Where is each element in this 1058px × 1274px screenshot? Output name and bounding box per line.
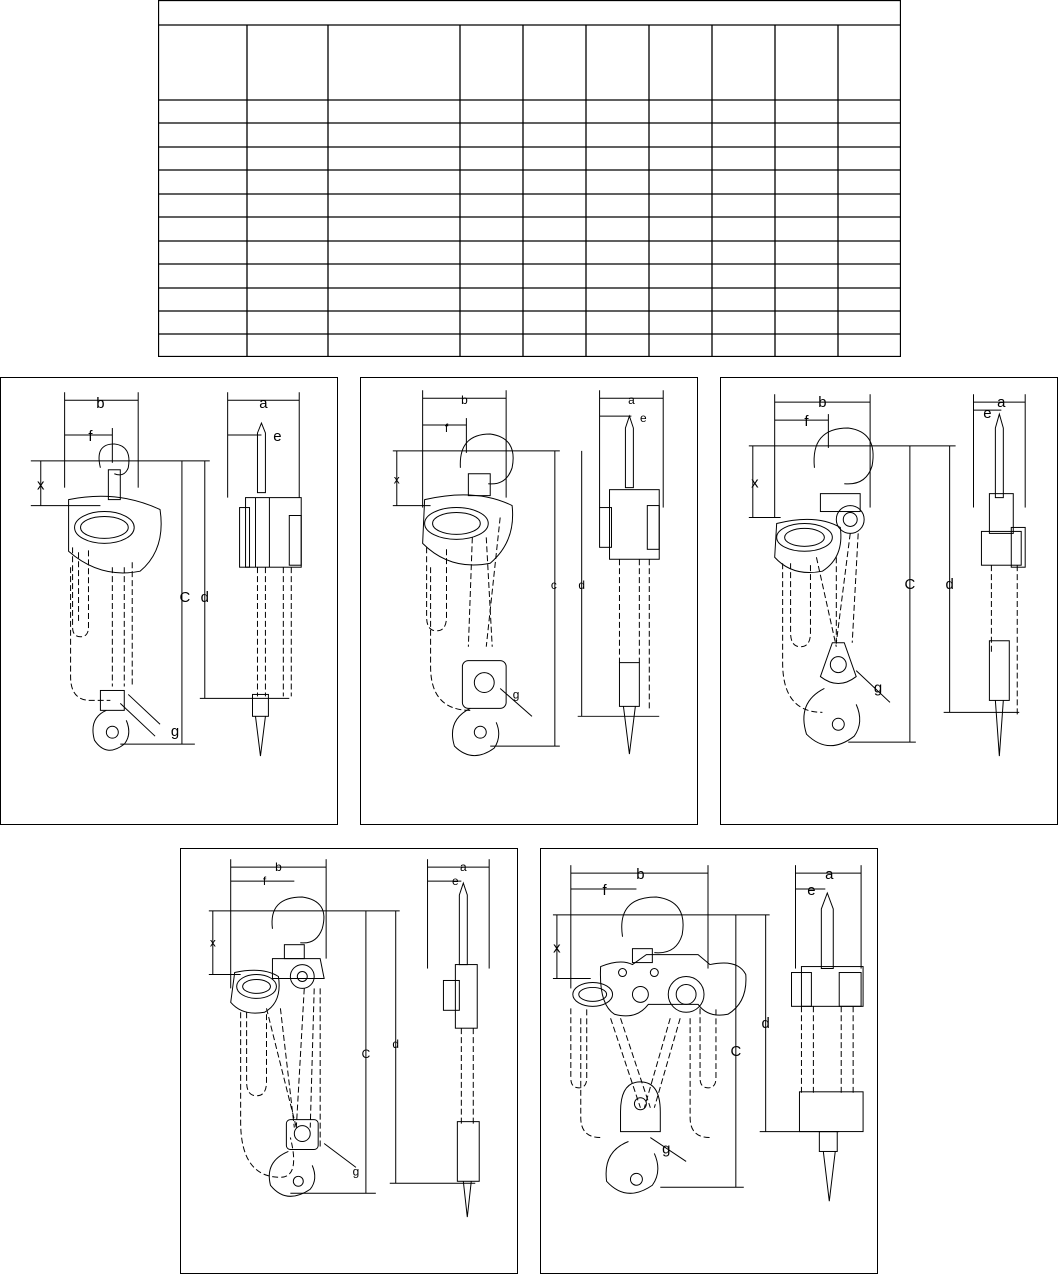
dim-label-g: g (170, 724, 180, 741)
table-grid (158, 0, 901, 357)
dim-label-c: C (179, 589, 191, 606)
dim-label-c: C (730, 1044, 742, 1061)
dim-label-b: b (96, 396, 105, 413)
dim-label-a: a (460, 860, 467, 875)
dim-label-f: f (88, 428, 93, 445)
dim-label-e: e (452, 874, 459, 889)
hoist-drawing-1 (1, 378, 337, 824)
dim-label-a: a (259, 396, 268, 413)
dim-label-d: d (578, 578, 585, 593)
dim-label-c: C (904, 577, 916, 594)
dim-label-e: e (273, 428, 282, 445)
hoist-diagram-4 (180, 848, 518, 1274)
dim-label-d: d (392, 1037, 400, 1052)
dim-label-d: d (945, 577, 954, 594)
dim-label-e: e (807, 882, 816, 899)
dim-label-b: b (636, 867, 645, 884)
dim-label-f: f (262, 874, 267, 889)
dim-label-d: d (761, 1016, 770, 1033)
dim-label-c: c (550, 578, 557, 593)
hoist-drawing-5 (541, 849, 877, 1273)
dim-label-e: e (983, 406, 992, 423)
dim-label-x: x (37, 477, 45, 494)
hoist-drawing-3 (721, 378, 1057, 824)
dim-label-x: x (393, 472, 400, 487)
dim-label-f: f (602, 882, 607, 899)
dim-label-a: a (997, 395, 1006, 412)
dim-label-g: g (873, 680, 883, 697)
hoist-drawing-2 (361, 378, 697, 824)
dim-label-f: f (444, 421, 449, 436)
dim-label-b: b (461, 393, 468, 408)
hoist-diagram-2 (360, 377, 698, 825)
dim-label-a: a (628, 393, 635, 408)
dim-label-g: g (662, 1141, 671, 1158)
dim-label-a: a (825, 867, 834, 884)
dim-label-d: d (200, 589, 209, 606)
specification-table (158, 0, 901, 357)
dim-label-c: C (361, 1047, 371, 1062)
hoist-diagram-5 (540, 848, 878, 1274)
hoist-drawing-4 (181, 849, 517, 1273)
dim-label-b: b (275, 860, 282, 875)
dim-label-x: x (209, 935, 216, 950)
dim-label-g: g (352, 1164, 360, 1179)
dim-label-e: e (640, 411, 647, 426)
dim-label-g: g (512, 687, 520, 702)
hoist-diagram-3 (720, 377, 1058, 825)
hoist-diagram-1 (0, 377, 338, 825)
dim-label-f: f (804, 414, 809, 431)
dim-label-b: b (818, 395, 827, 412)
dim-label-x: x (553, 940, 561, 957)
dim-label-x: x (751, 475, 759, 492)
